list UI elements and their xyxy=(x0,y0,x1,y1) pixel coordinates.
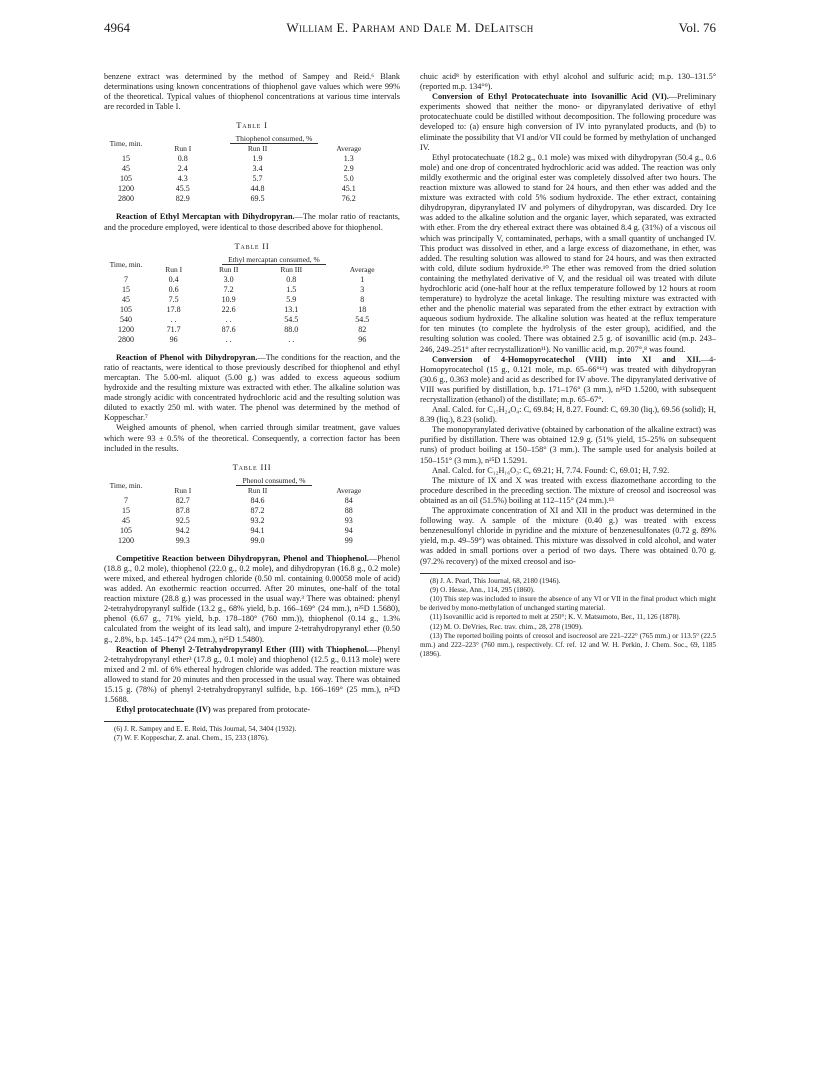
table-cell: 0.8 xyxy=(177,154,188,164)
table-cell: 88 xyxy=(344,505,353,515)
table-row xyxy=(104,516,400,526)
time-header: Time, min. xyxy=(109,480,143,490)
table-cell: 45 xyxy=(122,164,130,174)
table-cell: 2.9 xyxy=(343,164,354,174)
column-header: Run I xyxy=(174,485,192,495)
table-cell: 5.7 xyxy=(252,174,263,184)
table-row xyxy=(104,295,400,305)
table-cell: 105 xyxy=(120,304,132,314)
footnote: (7) W. F. Koppeschar, Z. anal. Chem., 15, 233 (1876). xyxy=(114,734,269,743)
table-cell: . . xyxy=(225,314,232,324)
paragraph: benzene extract was determined by the method of Sampey and Reid.⁶ Blank determinations using known concentrations of thiophenol gave values which were 99% of the theoretical. Typical values of thiophenol concentrations at various time intervals are recorded in Table I. xyxy=(104,72,400,112)
paragraph: Weighed amounts of phenol, when carried through similar treatment, gave values which were 93 ± 0.5% of the theoretical. Consequently, a correction factor has been included in the results. xyxy=(104,423,400,453)
paragraph: chuic acid⁸ by esterification with ethyl alcohol and sulfuric acid; m.p. 130–131.5° (reported m.p. 134°⁹). xyxy=(420,72,716,92)
paragraph xyxy=(104,353,400,424)
table-cell: 5.9 xyxy=(286,294,297,304)
table-row xyxy=(104,154,400,164)
section-heading: Ethyl protocatechuate (IV) xyxy=(116,705,211,715)
table-cell: 17.8 xyxy=(166,304,181,314)
paragraph: Anal. Calcd. for C₁₇H₂₄O₄: C, 69.84; H, 8.27. Found: C, 69.30 (liq.), 69.56 (solid); H, 8.39 (liq.), 8.23 (solid). xyxy=(420,405,716,425)
table-cell: 1.5 xyxy=(286,284,297,294)
table-cell: 3 xyxy=(360,284,365,294)
footnote: (6) J. R. Sampey and E. E. Reid, This Journal, 54, 3404 (1932). xyxy=(114,725,297,734)
volume-label: Vol. 76 xyxy=(678,20,716,35)
table-cell: 44.8 xyxy=(250,184,265,194)
table-cell: 99.3 xyxy=(175,535,190,545)
table-cell: 1 xyxy=(360,274,365,284)
table-cell: 71.7 xyxy=(166,324,181,334)
table-cell: 96 xyxy=(169,334,178,344)
section-heading: Conversion of Ethyl Protocatechuate into Isovanillic Acid (VI). xyxy=(432,92,669,102)
table-cell: 0.4 xyxy=(168,274,179,284)
paragraph-text: —The conditions for the reaction, and the ratio of reactants, were identical to those previously described for thiophenol and ethyl mercaptan. The 5.00-ml. aliquot (5.00 g.) was added to excess aqueous sodium hydroxide and the resulting mixture was extracted with ether. The alkaline solution was made strongly acidic with concentrated hydrochloric acid and the resulting solution was diluted to exactly 250 ml. with water. The phenol was determined by the method of Koppeschar.⁷ xyxy=(104,352,400,423)
table-cell: 82.9 xyxy=(175,194,190,204)
table-row xyxy=(104,496,400,506)
table-cell: 5.0 xyxy=(343,174,354,184)
table-row xyxy=(104,184,400,194)
table-1 xyxy=(104,120,400,204)
table-row xyxy=(104,315,400,325)
table-cell: 94.1 xyxy=(250,525,265,535)
table-cell: . . xyxy=(288,334,295,344)
column-header: Average xyxy=(336,144,362,154)
table-cell: . . xyxy=(170,314,177,324)
table-cell: 54.5 xyxy=(355,314,370,324)
table-cell: 1.9 xyxy=(252,154,263,164)
table-cell: 45.1 xyxy=(341,184,356,194)
column-header: Average xyxy=(349,264,375,274)
table-caption: Table III xyxy=(232,461,272,472)
table-cell: 88.0 xyxy=(284,324,299,334)
column-header: Run II xyxy=(247,144,268,154)
footnote: (12) M. O. DeVries, Rec. trav. chim., 28, 278 (1909). xyxy=(430,622,583,631)
column-header: Run I xyxy=(174,144,192,154)
time-header: Time, min. xyxy=(109,259,143,269)
table-cell: 2.4 xyxy=(177,164,188,174)
table-cell: 84.6 xyxy=(250,495,265,505)
table-cell: 1200 xyxy=(118,184,134,194)
table-row xyxy=(104,164,400,174)
paragraph-text: —4-Homopyrocatechol (15 g., 0.121 mole, m.p. 65–66°¹²) was treated with dihydropyran (30.6 g., 0.363 mole) and acid as described for IV above. The dipyranylated derivative of VIII was purified by distillation, b.p. 171–176° (3 mm.), n²⁵D 1.5200, with subsequent recrystallization (ethanol) of the distillate; m.p. 65–67°. xyxy=(420,354,716,404)
table-cell: 45 xyxy=(122,294,130,304)
footnote: (13) The reported boiling points of creosol and isocreosol are 221–222° (765 mm.) or 113.5° (22.5 mm.) and 222–223° (760 mm.), respectively. Cf. ref. 12 and W. H. Perkin, J. Chem. Soc., 69, 1185 (1896). xyxy=(420,631,716,659)
table-cell: 15 xyxy=(122,505,130,515)
column-header: Average xyxy=(336,485,362,495)
table-span-header: Thiophenol consumed, % xyxy=(230,134,319,144)
table-row xyxy=(104,325,400,335)
right-column xyxy=(420,72,716,659)
paragraph xyxy=(104,554,400,645)
running-header xyxy=(104,20,716,36)
table-row xyxy=(104,194,400,204)
table-span-header: Phenol consumed, % xyxy=(236,476,311,486)
footnote-rule xyxy=(420,573,500,574)
table-cell: 1.3 xyxy=(343,154,354,164)
paragraph xyxy=(420,92,716,153)
footnote: (11) Isovanillic acid is reported to melt at 250°; K. V. Matsumoto, Ber., 11, 126 (1878). xyxy=(430,613,681,622)
table-cell: 54.5 xyxy=(284,314,299,324)
column-header: Run III xyxy=(280,264,303,274)
paragraph-text: —The molar ratio of reactants, and the procedure employed, were identical to those described above for thiophenol. xyxy=(104,212,400,232)
table-cell: 93.2 xyxy=(250,515,265,525)
table-cell: 69.5 xyxy=(250,194,265,204)
table-caption: Table I xyxy=(236,120,268,131)
paragraph: The mixture of IX and X was treated with excess diazomethane according to the procedure described in the preceding section. The mixture of creosol and isocreosol was obtained as an oil (51.5%) boiling at 112–115° (24 mm.).¹³ xyxy=(420,475,716,505)
table-cell: 87.6 xyxy=(221,324,236,334)
section-heading: Reaction of Phenyl 2-Tetrahydropyranyl Ether (III) with Thiophenol. xyxy=(116,644,369,654)
table-cell: 7 xyxy=(124,274,128,284)
table-cell: 87.2 xyxy=(250,505,265,515)
column-header: Run II xyxy=(247,485,268,495)
table-row xyxy=(104,335,400,345)
left-column xyxy=(104,72,400,744)
table-row xyxy=(104,526,400,536)
table-cell: 84 xyxy=(344,495,353,505)
section-heading: Competitive Reaction between Dihydropyran, Phenol and Thiophenol. xyxy=(116,553,369,563)
table-cell: 2800 xyxy=(118,334,134,344)
table-cell: 82.7 xyxy=(175,495,190,505)
section-heading: Conversion of 4-Homopyrocatechol (VIII) into XI and XII. xyxy=(432,354,701,364)
paragraph-text: was prepared from protocate- xyxy=(210,705,311,715)
table-cell: 7 xyxy=(124,495,128,505)
table-cell: 82 xyxy=(358,324,367,334)
table-cell: 0.6 xyxy=(168,284,179,294)
table-cell: 45 xyxy=(122,515,130,525)
section-heading: Reaction of Ethyl Mercaptan with Dihydropyran. xyxy=(116,212,295,222)
table-2 xyxy=(104,241,400,345)
table-cell: 87.8 xyxy=(175,505,190,515)
table-cell: 18 xyxy=(358,304,367,314)
footnote: (10) This step was included to insure the absence of any VI or VII in the final product which might be derived by mono-methylation of unchanged starting material. xyxy=(420,595,716,613)
table-cell: 45.5 xyxy=(175,184,190,194)
column-header: Run II xyxy=(218,264,239,274)
section-heading: Reaction of Phenol with Dihydropyran. xyxy=(116,352,258,362)
table-cell: 2800 xyxy=(118,194,134,204)
table-cell: 94 xyxy=(344,525,353,535)
table-cell: . . xyxy=(225,334,232,344)
table-cell: 15 xyxy=(122,284,130,294)
table-row xyxy=(104,174,400,184)
table-cell: 105 xyxy=(120,174,132,184)
running-title: William E. Parham and Dale M. DeLaitsch xyxy=(286,20,534,35)
table-cell: 540 xyxy=(120,314,132,324)
paragraph: The approximate concentration of XI and XII in the product was determined in the following way. A sample of the mixture (0.40 g.) was treated with excess benzenesulfonyl chloride in pyridine and the mixture of benzenesulfonates (0.72 g. 89% yield, m.p. 49–59°) was obtained. This mixture was dissolved in cold alcohol, and water was added in small portions over a period of two days. There was obtained 0.70 g. (97.2% recovery) of the mixed creosol and iso- xyxy=(420,506,716,566)
table-cell: 76.2 xyxy=(341,194,356,204)
paragraph: Anal. Calcd. for C₁₂H₁₆O₃: C, 69.21; H, 7.74. Found: C, 69.01; H, 7.92. xyxy=(432,465,670,475)
table-cell: 99.0 xyxy=(250,535,265,545)
table-cell: 92.5 xyxy=(175,515,190,525)
table-cell: 1200 xyxy=(118,535,134,545)
table-cell: 8 xyxy=(360,294,365,304)
table-cell: 15 xyxy=(122,154,130,164)
table-cell: 105 xyxy=(120,525,132,535)
paragraph-text: —Phenyl 2-tetrahydropyranyl ether³ (17.8 g., 0.1 mole) and thiophenol (12.5 g., 0.113 mole) were mixed and 2 ml. of 6% ethereal hydrogen chloride was added. The reaction mixture was allowed to stand for 20 minutes and then processed in the usual way. There was obtained 15.15 g. (78%) of phenyl 2-tetrahydropyranyl sulfide, b.p. 166–169° (25 mm.), n²⁵D 1.5688. xyxy=(104,644,400,705)
table-cell: 10.9 xyxy=(221,294,236,304)
footnote: (9) O. Hesse, Ann., 114, 295 (1860). xyxy=(430,585,535,594)
table-cell: 93 xyxy=(344,515,353,525)
time-header: Time, min. xyxy=(109,139,143,149)
table-cell: 4.3 xyxy=(177,174,188,184)
table-row xyxy=(104,536,400,546)
table-span-header: Ethyl mercaptan consumed, % xyxy=(222,255,326,265)
paragraph xyxy=(104,645,400,706)
table-cell: 0.8 xyxy=(286,274,297,284)
table-row xyxy=(104,506,400,516)
table-row xyxy=(104,275,400,285)
table-row xyxy=(104,285,400,295)
footnote: (8) J. A. Pearl, This Journal, 68, 2180 (1946). xyxy=(430,576,561,585)
table-cell: 3.4 xyxy=(252,164,263,174)
paragraph-text: —Preliminary experiments showed that neither the mono- or dipyranylated derivative of ethyl protocatechuate could be distilled without decomposition. The following procedure was developed to: (a) ensure high conversion of IV into pyranylated products, and (b) to eliminate the possibility that VI and/or VII could be formed by methylation of unchanged IV. xyxy=(420,92,716,152)
table-cell: 7.5 xyxy=(168,294,179,304)
table-cell: 99 xyxy=(344,535,353,545)
footnote-rule xyxy=(104,721,184,722)
table-cell: 1200 xyxy=(118,324,134,334)
paragraph xyxy=(420,355,716,405)
paragraph xyxy=(104,212,400,232)
table-cell: 22.6 xyxy=(221,304,236,314)
table-cell: 7.2 xyxy=(223,284,234,294)
paragraph-text: —Phenol (18.8 g., 0.2 mole), thiophenol (22.0 g., 0.2 mole), and dihydropyran (16.8 g., 0.2 mole) were mixed, and ethereal hydrogen chloride (0.50 ml. containing 0.00058 mole of acid) was added. An exothermic reaction occurred. After 20 minutes, one-half of the total reaction mixture (28.8 g.) was processed in the usual way.³ There was obtained: phenyl 2-tetrahydropyranyl sulfide (13.2 g., 68% yield, b.p. 166–169° (24 mm.), n²⁵D 1.5680), phenol (6.67 g., 71% yield, b.p. 178–180° (760 mm.)), thiophenol (0.14 g., 1.3% calculated from the weight of its lead salt), and impure 2-tetrahydropyranyl ether (0.50 g., 2.8%, b.p. 145–147° (24 mm.), n²⁵D 1.5480). xyxy=(104,553,400,644)
paragraph: The monopyranylated derivative (obtained by carbonation of the alkaline extract) was purified by distillation. There was obtained 12.9 g. (51% yield, 15–25% on subsequent runs) of product boiling at 150–158° (3 mm.). The sample used for analysis boiled at 150–151° (3 mm.), n²⁵D 1.5291. xyxy=(420,425,716,465)
table-cell: 96 xyxy=(358,334,367,344)
table-cell: 3.0 xyxy=(223,274,234,284)
page-number: 4964 xyxy=(104,20,130,35)
column-header: Run I xyxy=(165,264,183,274)
paragraph xyxy=(104,705,400,715)
table-cell: 94.2 xyxy=(175,525,190,535)
paragraph: Ethyl protocatechuate (18.2 g., 0.1 mole) was mixed with dihydropyran (50.4 g., 0.6 mole) and one drop of concentrated hydrochloric acid was added. The reaction was only mildly exothermic and the original ester was completely dissolved after two hours. The reaction mixture was allowed to stand for 24 hours, and then ether was added and the mixture was extracted with cold 5% sodium hydroxide. The ether extract, containing dihydropyran, dipyranylated IV and polymers of dihydropyran, was discarded. Dry Ice was added to the alkaline solution and the organic layer, which separated, was extracted with ether. From the dry ethereal extract there was obtained 8.4 g. (31%) of a viscous oil which was principally V, contaminated, perhaps, with a small quantity of unchanged IV. This product was dissolved in ether, and a large excess of diazomethane, in ether, was added. The resulting solution was allowed to stand for 24 hours, and was then extracted with cold, dilute sodium hydroxide.¹⁰ The ether was removed from the dried solution containing the methylated derivative of V, and the residual oil was treated with dilute hydrochloric acid (one-half hour at the reflux temperature followed by 12 hours at room temperature) to hydrolyze the acetal linkage. The resulting mixture was extracted with ether and the phenolic material was separated from the ether extract by extraction with aqueous sodium hydroxide. The alkaline solution was heated at the reflux temperature for ten minutes (to complete the hydrolysis of the ester group), acidified, and the resulting solution was cooled. There was obtained 2.5 g. of isovanillic acid (m.p. 243–246, 249–251° after recrystallization¹¹). No vanillic acid, m.p. 207°,⁸ was found. xyxy=(420,152,716,354)
table-3 xyxy=(104,462,400,546)
table-row xyxy=(104,305,400,315)
table-cell: 13.1 xyxy=(284,304,299,314)
table-caption: Table II xyxy=(234,240,270,251)
